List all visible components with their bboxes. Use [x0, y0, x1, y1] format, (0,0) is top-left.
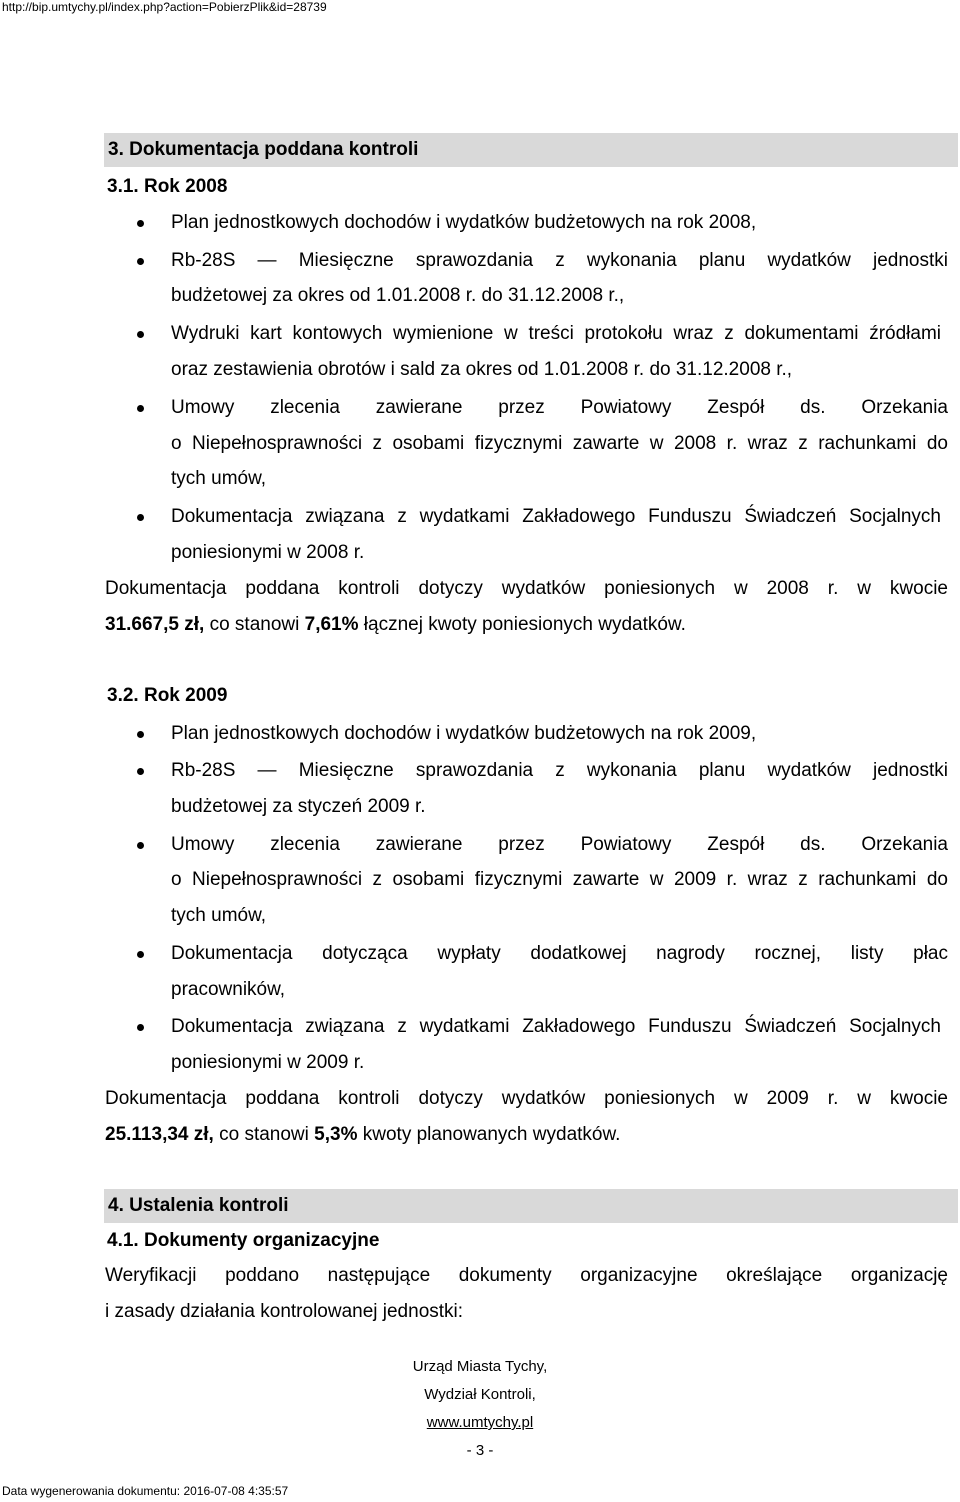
bullet — [137, 220, 144, 227]
summary-2008: Dokumentacja poddana kontroli dotyczy wydatków poniesionych w 2008 r. w kwocie — [105, 578, 948, 599]
list-item-cont: poniesionymi w 2009 r. — [171, 1052, 365, 1073]
section-4-band — [104, 1189, 958, 1223]
bullet — [137, 331, 144, 338]
footer-link[interactable]: www.umtychy.pl — [426, 1414, 534, 1431]
page-number: - 3 - — [466, 1442, 494, 1459]
generated-date: Data wygenerowania dokumentu: 2016-07-08 4:35:57 — [2, 1484, 289, 1498]
amount-2009: 25.113,34 zł, — [105, 1124, 214, 1145]
list-item-cont: tych umów, — [171, 905, 267, 926]
percent-2008: 7,61% — [304, 614, 359, 635]
subsection-3-1-title: 3.1. Rok 2008 — [107, 176, 228, 197]
amount-2008: 31.667,5 zł, — [105, 614, 205, 635]
list-item-cont: poniesionymi w 2008 r. — [171, 542, 365, 563]
section-3-band — [104, 133, 958, 167]
footer-org: Urząd Miasta Tychy, — [412, 1358, 548, 1375]
list-item-cont: budżetowej za okres od 1.01.2008 r. do 31.12.2008 r., — [171, 285, 625, 306]
list-item-cont: budżetowej za styczeń 2009 r. — [171, 796, 426, 817]
list-item: Dokumentacja związana z wydatkami Zakładowego Funduszu Świadczeń Socjalnych — [171, 1016, 941, 1037]
summary-text: kwoty planowanych wydatków. — [357, 1124, 621, 1145]
summary-text: co stanowi — [213, 1124, 315, 1145]
footer-dept: Wydział Kontroli, — [424, 1386, 536, 1403]
summary-2008-cont — [105, 614, 686, 636]
bullet — [137, 951, 144, 958]
paragraph-cont: i zasady działania kontrolowanej jednostki: — [105, 1301, 464, 1322]
list-item: Rb-28S — Miesięczne sprawozdania z wykonania planu wydatków jednostki — [171, 760, 948, 781]
summary-text: łącznej kwoty poniesionych wydatków. — [358, 614, 686, 635]
summary-2009: Dokumentacja poddana kontroli dotyczy wydatków poniesionych w 2009 r. w kwocie — [105, 1088, 948, 1109]
list-item-cont: o Niepełnosprawności z osobami fizycznymi zawarte w 2009 r. wraz z rachunkami do — [171, 869, 948, 890]
summary-2009-cont — [105, 1124, 620, 1146]
bullet — [137, 768, 144, 775]
percent-2009: 5,3% — [314, 1124, 358, 1145]
list-item-cont: o Niepełnosprawności z osobami fizycznymi zawarte w 2008 r. wraz z rachunkami do — [171, 433, 948, 454]
list-item: Plan jednostkowych dochodów i wydatków budżetowych na rok 2009, — [171, 723, 757, 744]
bullet — [137, 1024, 144, 1031]
list-item: Wydruki kart kontowych wymienione w treści protokołu wraz z dokumentami źródłami — [171, 323, 941, 344]
list-item: Rb-28S — Miesięczne sprawozdania z wykonania planu wydatków jednostki — [171, 250, 948, 271]
list-item-cont: oraz zestawienia obrotów i sald za okres od 1.01.2008 r. do 31.12.2008 r., — [171, 359, 793, 380]
list-item: Plan jednostkowych dochodów i wydatków budżetowych na rok 2008, — [171, 212, 757, 233]
bullet — [137, 405, 144, 412]
list-item: Dokumentacja związana z wydatkami Zakładowego Funduszu Świadczeń Socjalnych — [171, 506, 941, 527]
list-item: Dokumentacja dotycząca wypłaty dodatkowej nagrody rocznej, listy płac — [171, 943, 948, 964]
bullet — [137, 258, 144, 265]
section-4-title: 4. Ustalenia kontroli — [108, 1195, 289, 1216]
section-3-title: 3. Dokumentacja poddana kontroli — [108, 139, 419, 160]
bullet — [137, 514, 144, 521]
bullet — [137, 731, 144, 738]
subsection-4-1-title: 4.1. Dokumenty organizacyjne — [107, 1230, 380, 1251]
list-item-cont: pracowników, — [171, 979, 286, 1000]
paragraph: Weryfikacji poddano następujące dokumenty organizacyjne określające organizację — [105, 1265, 948, 1286]
bullet — [137, 842, 144, 849]
list-item: Umowy zlecenia zawierane przez Powiatowy Zespół ds. Orzekania — [171, 397, 948, 418]
summary-text: co stanowi — [204, 614, 305, 635]
list-item: Umowy zlecenia zawierane przez Powiatowy Zespół ds. Orzekania — [171, 834, 948, 855]
list-item-cont: tych umów, — [171, 468, 267, 489]
page-url: http://bip.umtychy.pl/index.php?action=PobierzPlik&id=28739 — [2, 0, 327, 14]
subsection-3-2-title: 3.2. Rok 2009 — [107, 685, 228, 706]
